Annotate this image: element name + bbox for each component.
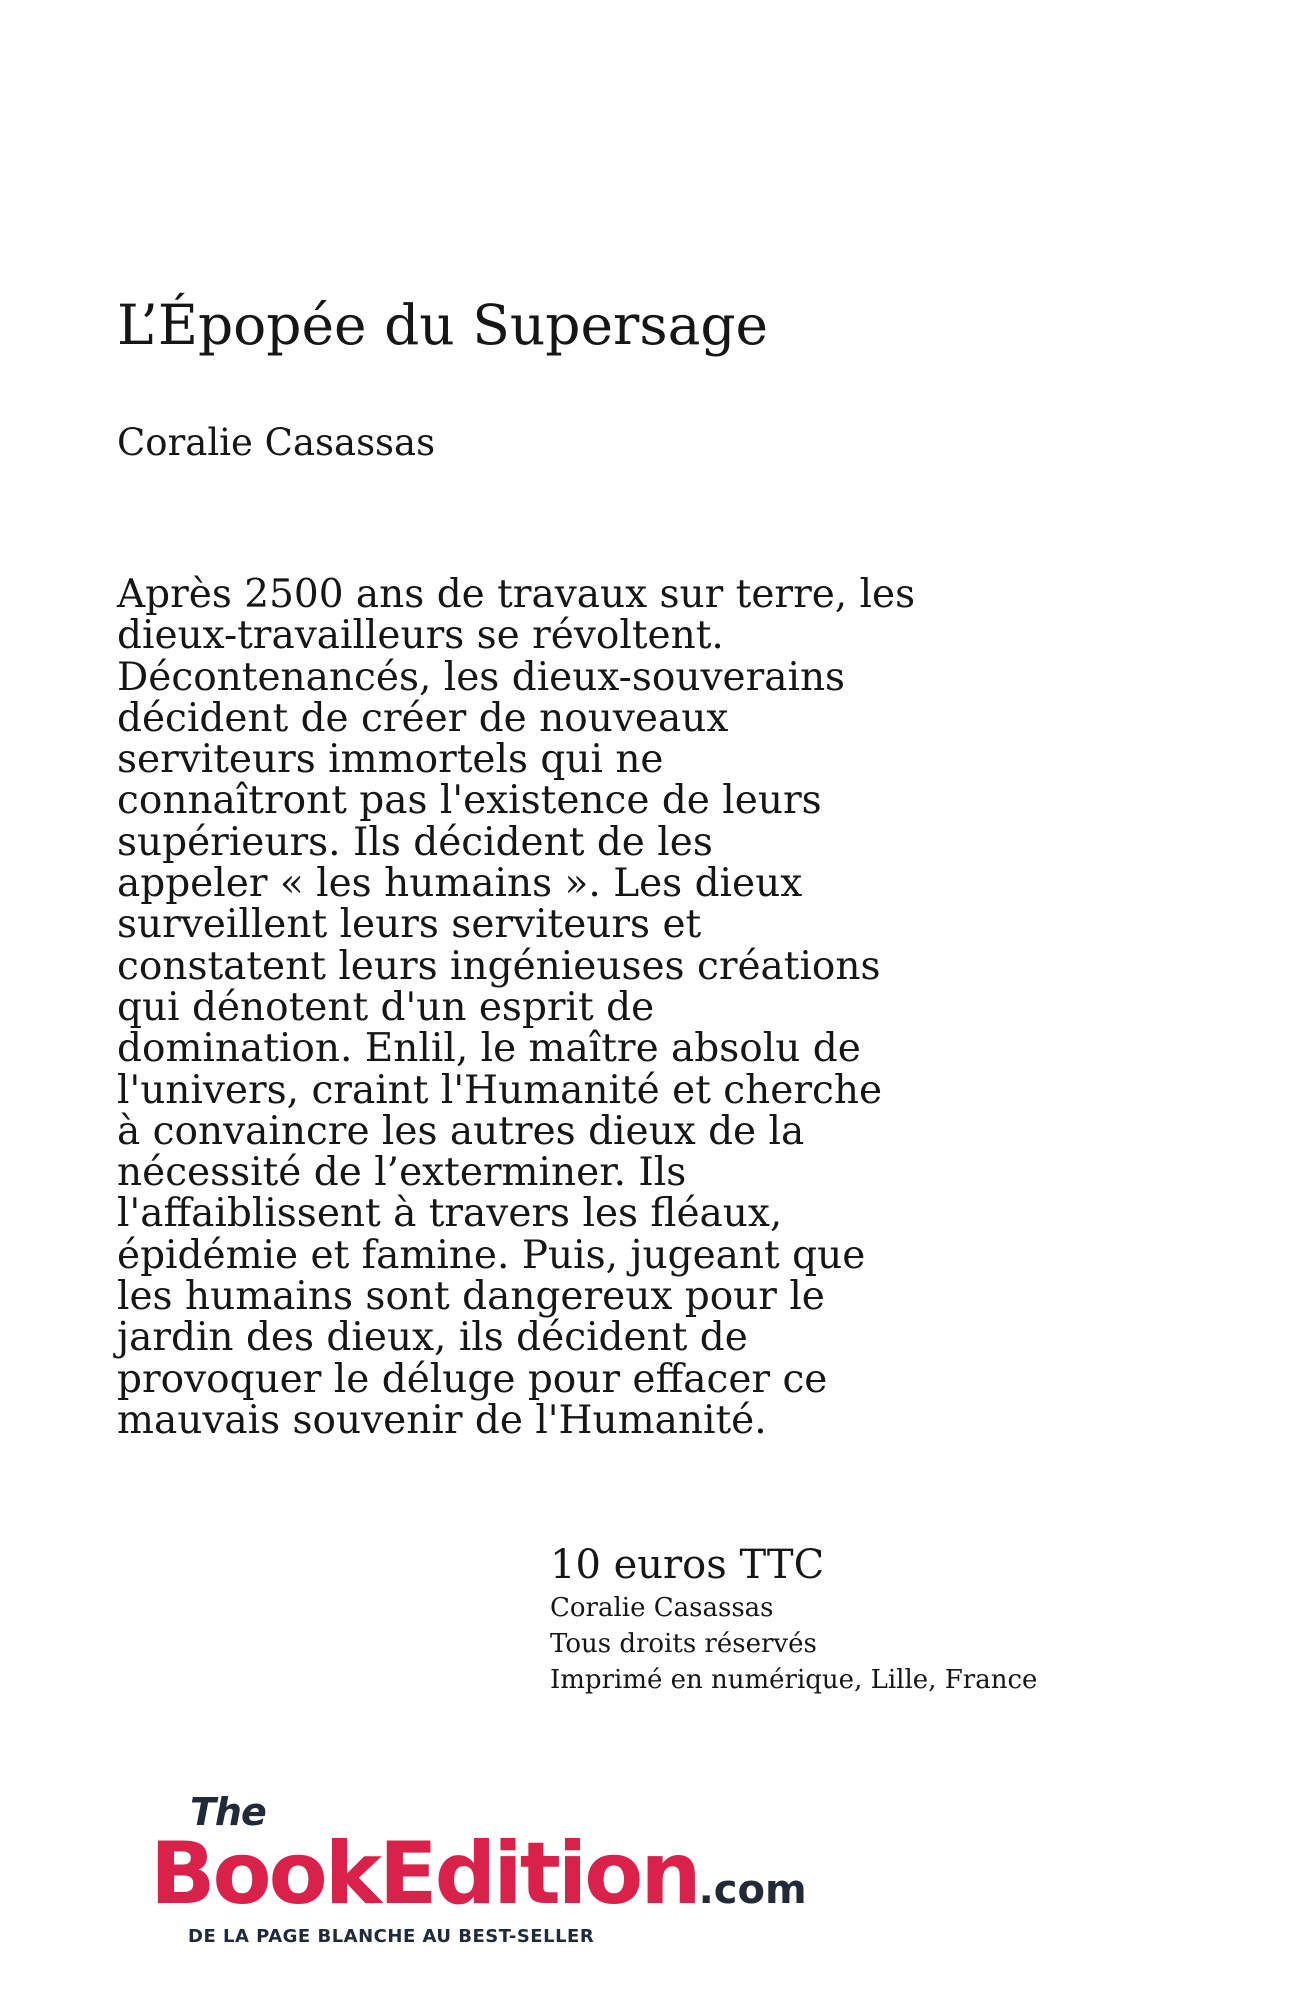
book-summary [117,574,977,1441]
summary-line: domination. Enlil, le maître absolu de [117,1026,861,1072]
logo-tagline: DE LA PAGE BLANCHE AU BEST-SELLER [188,1926,595,1947]
logo-domain-text: .com [698,1867,807,1913]
summary-line: supérieurs. Ils décident de les [117,819,713,865]
summary-line: appeler « les humains ». Les dieux [117,861,803,907]
summary-line: constatent leurs ingénieuses créations [117,943,881,989]
price: 10 euros TTC [550,1542,825,1588]
summary-line: dieux-travailleurs se révoltent. [117,613,724,659]
logo-name-text: BookEdition [150,1824,699,1924]
summary-line: épidémie et famine. Puis, jugeant que [117,1232,866,1278]
summary-line: qui dénotent d'un esprit de [117,984,655,1030]
summary-line: décident de créer de nouveaux [117,695,729,741]
summary-line: les humains sont dangereux pour le [117,1274,825,1320]
printing-notice: Imprimé en numérique, Lille, France [550,1665,1038,1695]
summary-line: l'univers, craint l'Humanité et cherche [117,1067,883,1113]
summary-line: mauvais souvenir de l'Humanité. [117,1397,767,1443]
colophon [550,1540,1037,1698]
book-author: Coralie Casassas [117,421,436,464]
summary-line: provoquer le déluge pour effacer ce [117,1356,828,1402]
summary-line: connaîtront pas l'existence de leurs [117,778,822,824]
logo-the-text: The [190,1790,266,1834]
book-title: L’Épopée du Supersage [117,293,769,357]
summary-line: serviteurs immortels qui ne [117,737,664,783]
summary-line: l'affaiblissent à travers les fléaux, [117,1191,783,1237]
summary-line: Décontenancés, les dieux-souverains [117,654,846,700]
summary-line: nécessité de l’exterminer. Ils [117,1150,687,1196]
thebookedition-logo [150,1790,807,1970]
summary-line: surveillent leurs serviteurs et [117,902,702,948]
summary-line: à convaincre les autres dieux de la [117,1108,805,1154]
rights-notice: Tous droits réservés [550,1629,817,1659]
logo-wordmark [150,1824,807,1940]
summary-line: jardin des dieux, ils décident de [117,1315,748,1361]
summary-line: Après 2500 ans de travaux sur terre, les [117,572,916,617]
colophon-author: Coralie Casassas [550,1593,774,1623]
